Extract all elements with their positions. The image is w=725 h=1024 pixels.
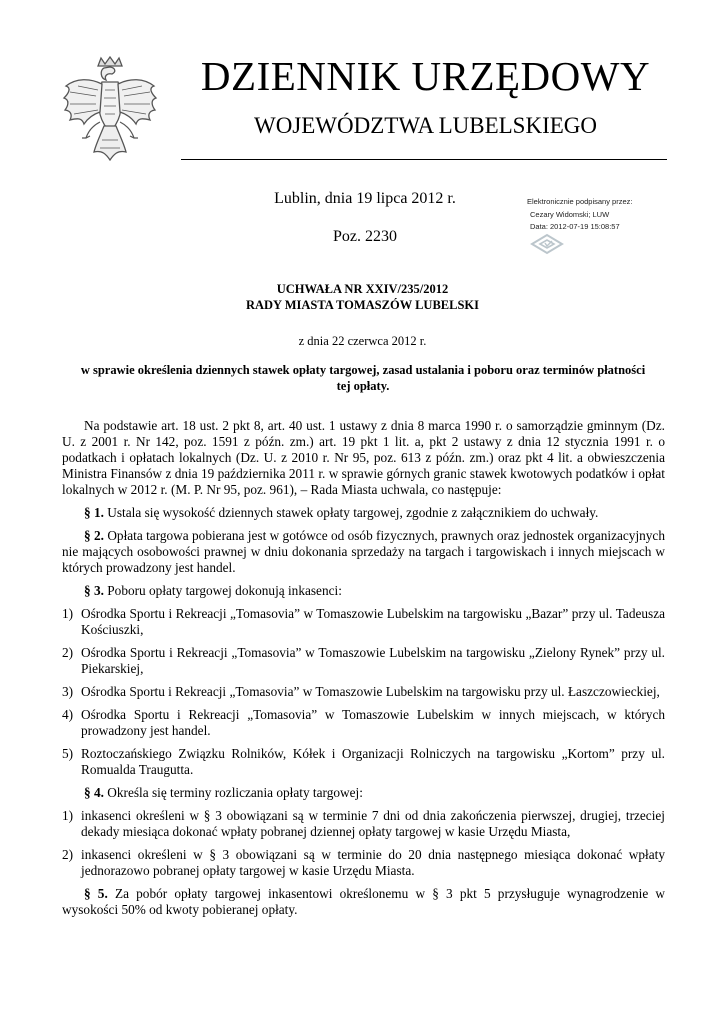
signature-verified-icon: [528, 232, 566, 256]
list-item-number: 2): [62, 645, 74, 660]
signature-date: Data: 2012-07-19 15:08:57: [530, 222, 620, 231]
list-item: [62, 808, 665, 840]
section-1-text: Ustala się wysokość dziennych stawek opłaty targowej, zgodnie z załącznikiem do uchwały.: [103, 505, 599, 520]
place-date: Lublin, dnia 19 lipca 2012 r.: [274, 190, 456, 207]
list-item: [62, 847, 665, 879]
section-4-mark: § 4.: [84, 785, 104, 800]
section-1: [62, 505, 665, 521]
section-5: [62, 886, 665, 918]
masthead-title: DZIENNIK URZĘDOWY: [200, 53, 651, 99]
section-2-text: Opłata targowa pobierana jest w gotówce od osób fizycznych, prawnych oraz jednostek organizacyjnych nie mających osobowości prawnej w dniu dokonania sprzedaży na targach i targowiskach i innych miejscach w których prowadzony jest handel.: [62, 528, 665, 575]
list-item-number: 3): [62, 684, 74, 699]
list-item: [62, 645, 665, 677]
list-item-text: Roztoczańskiego Związku Rolników, Kółek i Organizacji Rolniczych na targowisku „Kortom” przy ul. Romualda Traugutta.: [81, 746, 665, 777]
section-4: [62, 785, 665, 801]
list-item: [62, 746, 665, 778]
section-3-text: Poboru opłaty targowej dokonują inkasenci:: [103, 583, 342, 598]
masthead-subtitle: WOJEWÓDZTWA LUBELSKIEGO: [253, 113, 598, 138]
list-item-text: Ośrodka Sportu i Rekreacji „Tomasovia” w Tomaszowie Lubelskim na targowisku „Bazar” przy ul. Tadeusza Kościuszki,: [81, 606, 665, 637]
resolution-title-line2: RADY MIASTA TOMASZÓW LUBELSKI: [245, 298, 480, 312]
list-item-text: inkasenci określeni w § 3 obowiązani są w terminie 7 dni od dnia zakończenia pierwszej, drugiej, trzeciej dekady miesiąca dokonać wpłaty pobranej dziennej opłaty targowej w kasie Urzędu Miasta,: [81, 808, 665, 839]
masthead-divider: [181, 159, 667, 160]
electronic-signature: [527, 196, 677, 234]
resolution-subject: w sprawie określenia dziennych stawek opłaty targowej, zasad ustalania i poboru oraz terminów płatności tej opłaty.: [80, 363, 646, 393]
list-item-text: Ośrodka Sportu i Rekreacji „Tomasovia” w Tomaszowie Lubelskim w innych miejscach, w których prowadzony jest handel.: [81, 707, 665, 738]
list-item-number: 4): [62, 707, 74, 722]
signature-signer: Cezary Widomski; LUW: [530, 209, 610, 219]
preamble: Na podstawie art. 18 ust. 2 pkt 8, art. 40 ust. 1 ustawy z dnia 8 marca 1990 r. o samorządzie gminnym (Dz. U. z 2001 r. Nr 142, poz. 1591 z późn. zm.) art. 19 pkt 1 lit. a, pkt 2 ustawy z dnia 12 stycznia 1991 r. o podatkach i opłatach lokalnych (Dz. U. z 2010 r. Nr 95, poz. 613 z późn. zm.) oraz pkt 4 lit. a obwieszczenia Ministra Finansów z dnia 19 października 2011 r. w sprawie górnych granic stawek kwotowych podatków i opłat lokalnych w 2012 r. (M. P. Nr 95, poz. 961), – Rada Miasta uchwala, co następuje:: [62, 418, 665, 497]
position-number: Poz. 2230: [333, 228, 397, 245]
list-item-text: Ośrodka Sportu i Rekreacji „Tomasovia” w Tomaszowie Lubelskim na targowisku przy ul. Łaszczowieckiej,: [81, 684, 660, 699]
list-item-number: 1): [62, 606, 74, 621]
list-item-text: inkasenci określeni w § 3 obowiązani są w terminie do 20 dnia następnego miesiąca dokonać wpłaty jednorazowo pobranej opłaty targowej w kasie Urzędu Miasta.: [81, 847, 665, 878]
list-item-number: 5): [62, 746, 74, 761]
polish-eagle-emblem-icon: [60, 56, 160, 164]
section-3: [62, 583, 665, 599]
section-4-text: Określa się terminy rozliczania opłaty targowej:: [103, 785, 363, 800]
section-2: [62, 528, 665, 576]
section-2-mark: § 2.: [84, 528, 104, 543]
section-5-text: Za pobór opłaty targowej inkasentowi określonemu w § 3 pkt 5 przysługuje wynagrodzenie w wysokości 50% od kwoty pobieranej opłaty.: [62, 886, 665, 917]
list-item-number: 2): [62, 847, 74, 862]
section-3-list: [62, 606, 665, 778]
list-item: [62, 684, 665, 700]
list-item-text: Ośrodka Sportu i Rekreacji „Tomasovia” w Tomaszowie Lubelskim na targowisku „Zielony Rynek” przy ul. Piekarskiej,: [81, 645, 665, 676]
list-item: [62, 606, 665, 638]
section-3-mark: § 3.: [84, 583, 104, 598]
list-item-number: 1): [62, 808, 74, 823]
section-5-mark: § 5.: [84, 886, 108, 901]
signature-label: Elektronicznie podpisany przez:: [527, 197, 633, 206]
section-4-list: [62, 808, 665, 879]
section-1-mark: § 1.: [84, 505, 104, 520]
resolution-date: z dnia 22 czerwca 2012 r.: [298, 334, 427, 348]
resolution-title: [60, 281, 665, 313]
list-item: [62, 707, 665, 739]
resolution-body: [62, 418, 665, 925]
resolution-title-line1: UCHWAŁA NR XXIV/235/2012: [276, 282, 449, 296]
